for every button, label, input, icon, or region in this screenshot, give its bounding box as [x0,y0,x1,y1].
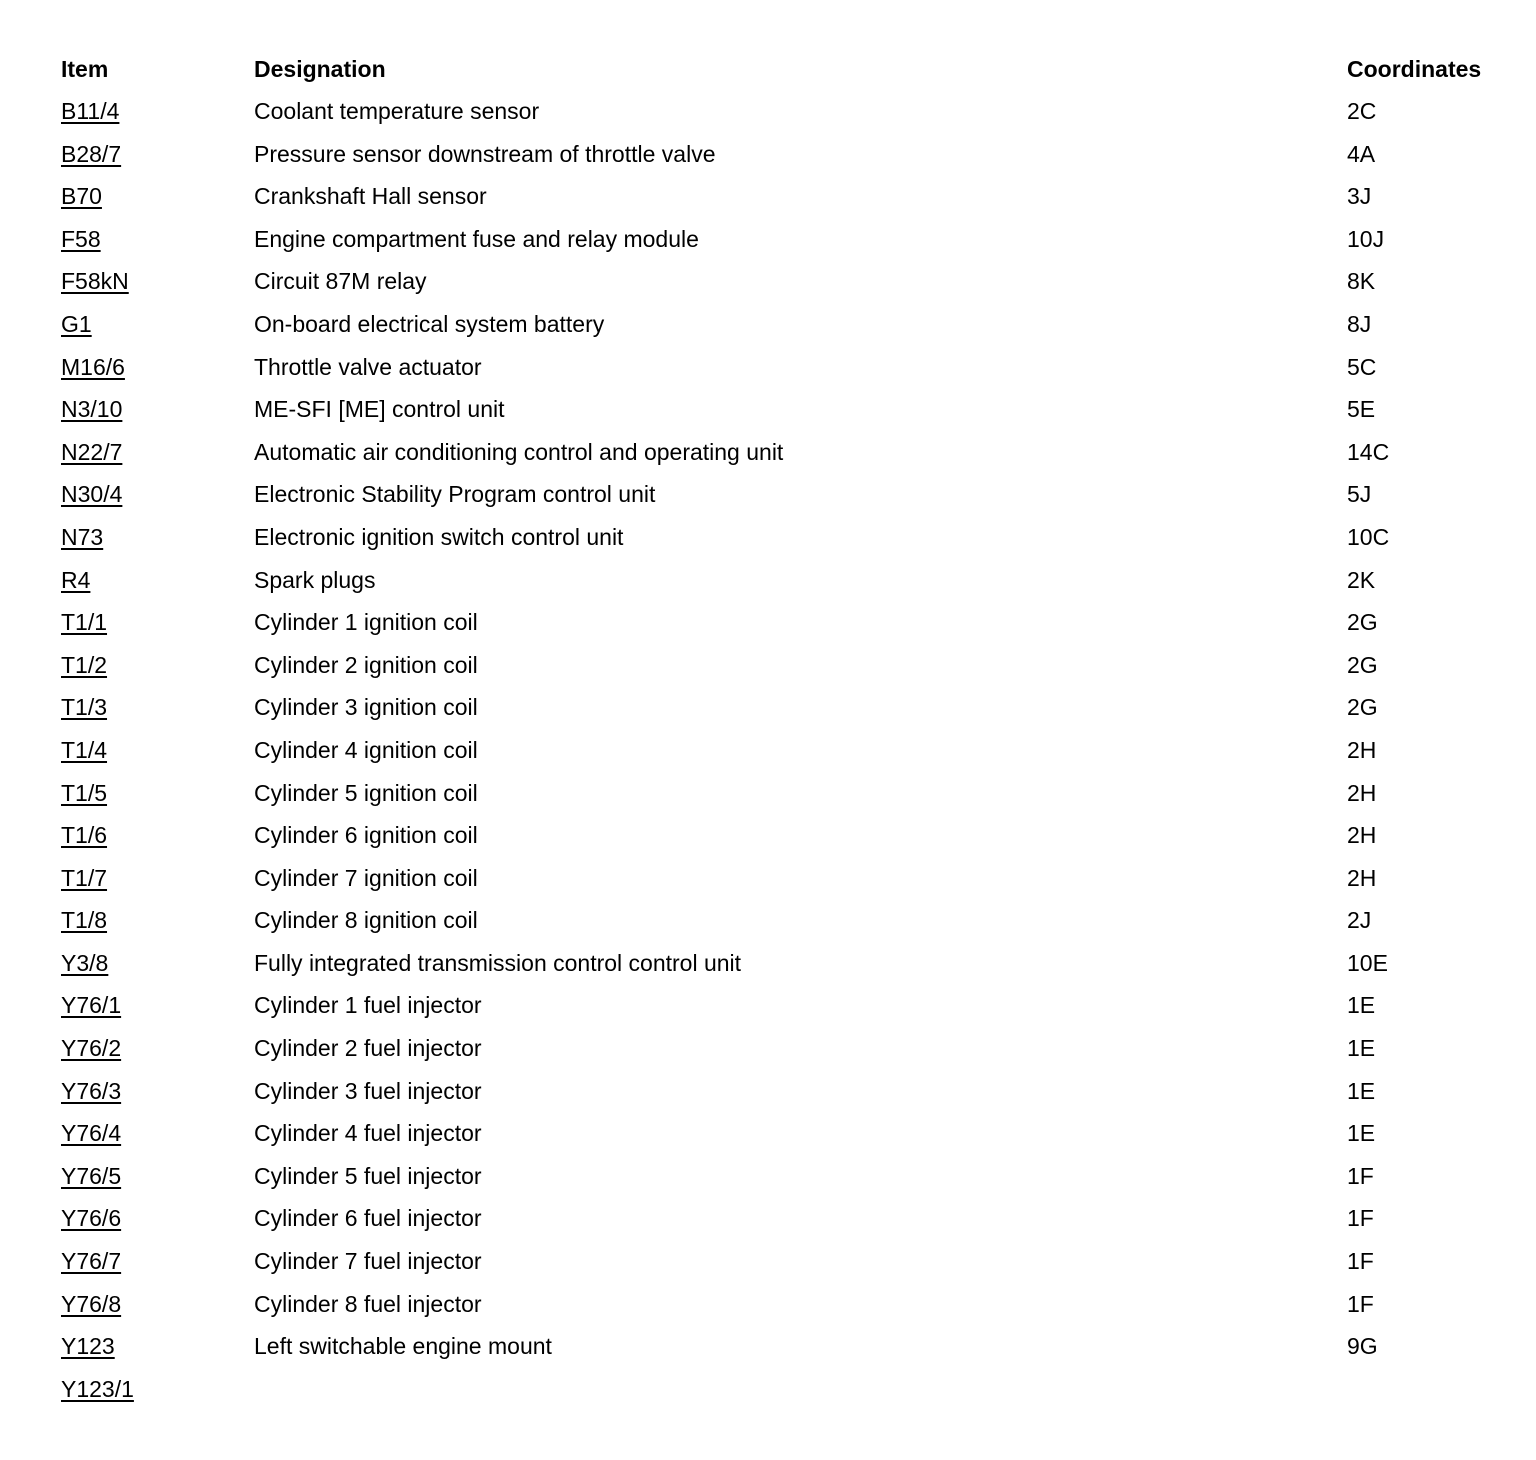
table-row [0,477,1536,520]
coordinates-text: 10J [1347,225,1385,252]
table-row [0,1244,1536,1287]
designation-text: Cylinder 5 fuel injector [254,1162,482,1189]
designation-text: ME-SFI [ME] control unit [254,396,505,423]
item-link[interactable]: Y3/8 [61,949,109,976]
coordinates-text: 1F [1347,1205,1374,1232]
coordinates-text: 1E [1347,1035,1376,1062]
item-link[interactable]: Y123 [61,1333,115,1360]
table-row [0,818,1536,861]
designation-text: Cylinder 7 fuel injector [254,1248,482,1275]
item-link[interactable]: Y76/4 [61,1120,122,1147]
table-row [0,563,1536,606]
item-link[interactable]: T1/4 [61,736,108,763]
item-link[interactable]: N73 [61,523,104,550]
designation-text: Cylinder 7 ignition coil [254,864,478,891]
table-row [0,648,1536,691]
designation-text: Crankshaft Hall sensor [254,183,487,210]
item-link[interactable]: Y76/1 [61,992,122,1019]
table-row [0,264,1536,307]
designation-text: Cylinder 2 fuel injector [254,1035,482,1062]
coordinates-text: 2C [1347,98,1377,124]
coordinates-text: 2G [1347,651,1378,678]
table-row [0,1031,1536,1074]
coordinates-text: 2G [1347,609,1378,636]
coordinates-text: 2H [1347,736,1377,763]
table-row [0,1201,1536,1244]
header-item: Item [61,56,109,82]
designation-text: Pressure sensor downstream of throttle valve [254,140,716,167]
coordinates-text: 1F [1347,1290,1374,1317]
coordinates-text: 1E [1347,1077,1376,1104]
designation-text: Cylinder 8 fuel injector [254,1290,482,1317]
table-body [0,94,1536,1414]
designation-text: Cylinder 4 fuel injector [254,1120,482,1147]
item-link[interactable]: Y76/2 [61,1035,122,1062]
table-header [0,52,1536,86]
designation-text: Cylinder 1 fuel injector [254,992,482,1019]
designation-text: Cylinder 6 ignition coil [254,822,478,849]
designation-text: Fully integrated transmission control control unit [254,949,742,976]
item-link[interactable]: T1/1 [61,609,108,636]
header-designation: Designation [254,56,386,82]
table-row [0,520,1536,563]
designation-text: Automatic air conditioning control and operating unit [254,438,784,465]
coordinates-text: 2K [1347,566,1376,593]
item-link[interactable]: N30/4 [61,481,123,508]
coordinates-text: 1F [1347,1162,1374,1189]
item-link[interactable]: Y76/7 [61,1248,122,1275]
item-link[interactable]: N3/10 [61,396,123,423]
item-link[interactable]: R4 [61,566,91,593]
designation-text: Cylinder 3 ignition coil [254,694,478,721]
coordinates-text: 2J [1347,907,1372,934]
coordinates-text: 1E [1347,992,1376,1019]
designation-text: Cylinder 5 ignition coil [254,779,478,806]
designation-text: Cylinder 6 fuel injector [254,1205,482,1232]
table-row [0,861,1536,904]
item-link[interactable]: G1 [61,310,92,337]
item-link[interactable]: Y76/8 [61,1290,122,1317]
designation-text: Coolant temperature sensor [254,98,540,124]
item-link[interactable]: B70 [61,183,102,210]
coordinates-text: 5J [1347,481,1372,508]
table-row [0,350,1536,393]
item-link[interactable]: T1/2 [61,651,108,678]
item-link[interactable]: F58kN [61,268,129,295]
coordinates-text: 10E [1347,949,1388,976]
table-row [0,988,1536,1031]
designation-text: Spark plugs [254,566,376,593]
table-row [0,179,1536,222]
table-row [0,690,1536,733]
item-link[interactable]: B28/7 [61,140,122,167]
coordinates-text: 2H [1347,822,1377,849]
item-link[interactable]: F58 [61,225,101,252]
coordinates-text: 5C [1347,353,1377,380]
item-link[interactable]: T1/7 [61,864,108,891]
coordinates-text: 1F [1347,1248,1374,1275]
table-row [0,137,1536,180]
table-row [0,605,1536,648]
item-link[interactable]: T1/8 [61,907,108,934]
designation-text: On-board electrical system battery [254,310,605,337]
item-link[interactable]: Y76/5 [61,1162,122,1189]
table-row [0,946,1536,989]
item-link[interactable]: Y123/1 [61,1375,134,1402]
table-row [0,392,1536,435]
coordinates-text: 2H [1347,864,1377,891]
designation-text: Cylinder 4 ignition coil [254,736,478,763]
designation-text: Throttle valve actuator [254,353,482,380]
table-row [0,1116,1536,1159]
coordinates-text: 4A [1347,140,1376,167]
designation-text: Electronic Stability Program control unit [254,481,656,508]
table-row [0,94,1536,137]
item-link[interactable]: T1/5 [61,779,108,806]
item-link[interactable]: T1/3 [61,694,108,721]
designation-text: Left switchable engine mount [254,1333,552,1360]
coordinates-text: 3J [1347,183,1372,210]
item-link[interactable]: Y76/6 [61,1205,122,1232]
coordinates-text: 8J [1347,310,1372,337]
coordinates-text: 10C [1347,523,1390,550]
coordinates-text: 9G [1347,1333,1378,1360]
table-row [0,903,1536,946]
item-link[interactable]: N22/7 [61,438,123,465]
designation-text: Cylinder 8 ignition coil [254,907,478,934]
table-row [0,435,1536,478]
table-row [0,733,1536,776]
table-row [0,222,1536,265]
table-row [0,307,1536,350]
coordinates-text: 5E [1347,396,1376,423]
designation-text: Cylinder 3 fuel injector [254,1077,482,1104]
table-row [0,1074,1536,1117]
header-coordinates: Coordinates [1347,56,1482,82]
coordinates-text: 1E [1347,1120,1376,1147]
item-link[interactable]: Y76/3 [61,1077,122,1104]
designation-text: Electronic ignition switch control unit [254,523,624,550]
coordinates-text: 2H [1347,779,1377,806]
coordinates-text: 2G [1347,694,1378,721]
item-link[interactable]: M16/6 [61,353,125,380]
designation-text: Circuit 87M relay [254,268,427,295]
table-row [0,776,1536,819]
table-row [0,1329,1536,1372]
designation-text: Engine compartment fuse and relay module [254,225,699,252]
coordinates-text: 14C [1347,438,1390,465]
designation-text: Cylinder 2 ignition coil [254,651,478,678]
coordinates-text: 8K [1347,268,1376,295]
table-row [0,1287,1536,1330]
designation-text: Cylinder 1 ignition coil [254,609,478,636]
item-link[interactable]: B11/4 [61,98,120,124]
table-row [0,1372,1536,1415]
item-link[interactable]: T1/6 [61,822,108,849]
table-row [0,1159,1536,1202]
